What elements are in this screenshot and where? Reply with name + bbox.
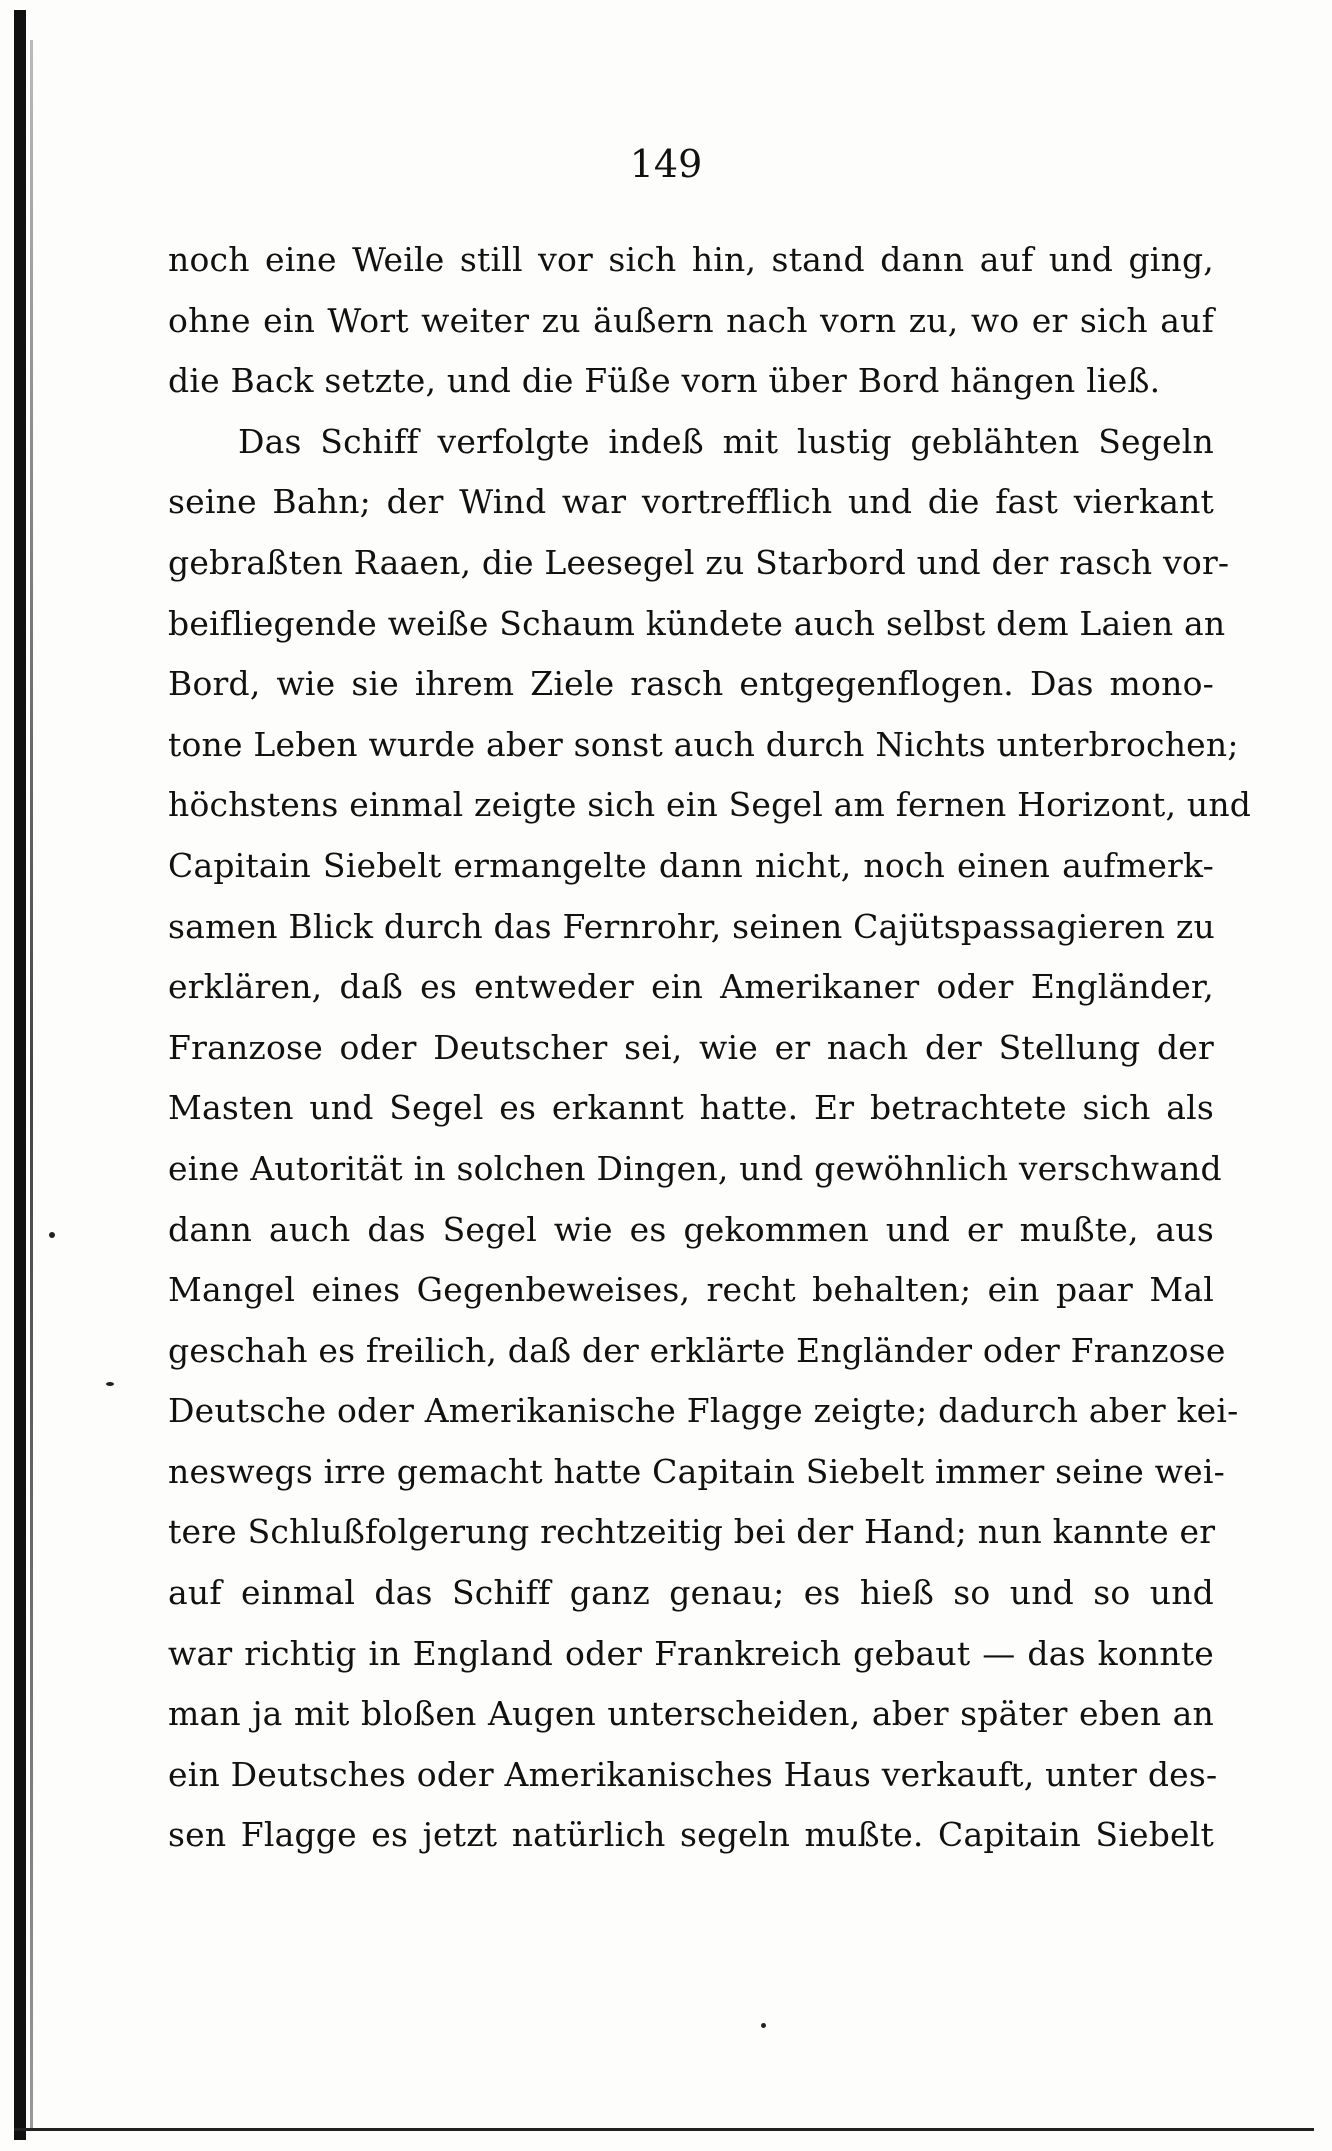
text-line: auf einmal das Schiff ganz genau; es hieß so und so und (168, 1573, 1214, 1613)
text-line: Das Schiff verfolgte indeß mit lustig geblähten Segeln (238, 421, 1214, 461)
text-line: gebraßten Raaen, die Leesegel zu Starbord und der rasch vor- (168, 542, 1230, 582)
text-line: ohne ein Wort weiter zu äußern nach vorn zu, wo er sich auf (168, 300, 1214, 340)
text-line: Capitain Siebelt ermangelte dann nicht, noch einen aufmerk- (168, 845, 1214, 885)
text-line: noch eine Weile still vor sich hin, stand dann auf und ging, (168, 240, 1214, 279)
text-line: Mangel eines Gegenbeweises, recht behalten; ein paar Mal (168, 1270, 1214, 1310)
page-edge-shadow (30, 40, 33, 2130)
text-line: erklären, daß es entweder ein Amerikaner oder Engländer, (168, 967, 1214, 1007)
ink-speck (761, 2023, 766, 2028)
text-line: dann auch das Segel wie es gekommen und er mußte, aus (168, 1209, 1214, 1249)
text-line: neswegs irre gemacht hatte Capitain Siebelt immer seine wei- (168, 1451, 1225, 1491)
text-line: die Back setzte, und die Füße vorn über Bord hängen ließ. (168, 361, 1161, 401)
text-line: Bord, wie sie ihrem Ziele rasch entgegenflogen. Das mono- (168, 664, 1214, 704)
ink-speck (106, 1382, 114, 1386)
text-line: samen Blick durch das Fernrohr, seinen Cajütspassagieren zu (168, 906, 1215, 946)
text-line: war richtig in England oder Frankreich gebaut — das konnte (168, 1633, 1214, 1673)
book-spine-shadow (14, 10, 26, 2140)
text-line: beifliegende weiße Schaum kündete auch selbst dem Laien an (168, 603, 1226, 643)
text-line: seine Bahn; der Wind war vortrefflich und die fast vierkant (168, 482, 1214, 522)
text-line: tone Leben wurde aber sonst auch durch Nichts unterbrochen; (168, 724, 1239, 764)
body-text (168, 230, 1252, 1866)
text-line: eine Autorität in solchen Dingen, und gewöhnlich verschwand (168, 1148, 1222, 1188)
text-line: ein Deutsches oder Amerikanisches Haus verkauft, unter des- (168, 1754, 1218, 1794)
page-number: 149 (629, 142, 703, 186)
ink-speck (49, 1232, 55, 1238)
text-line: sen Flagge es jetzt natürlich segeln mußte. Capitain Siebelt (168, 1815, 1214, 1855)
text-line: geschah es freilich, daß der erklärte Engländer oder Franzose (168, 1330, 1226, 1370)
text-line: Masten und Segel es erkannt hatte. Er betrachtete sich als (168, 1088, 1214, 1128)
text-line: höchstens einmal zeigte sich ein Segel am fernen Horizont, und (168, 785, 1252, 825)
text-line: tere Schlußfolgerung rechtzeitig bei der Hand; nun kannte er (168, 1512, 1216, 1552)
bottom-edge-line (14, 2128, 1314, 2131)
text-line: man ja mit bloßen Augen unterscheiden, aber später eben an (168, 1694, 1214, 1734)
text-line: Franzose oder Deutscher sei, wie er nach der Stellung der (168, 1027, 1214, 1067)
text-line: Deutsche oder Amerikanische Flagge zeigte; dadurch aber kei- (168, 1391, 1239, 1431)
